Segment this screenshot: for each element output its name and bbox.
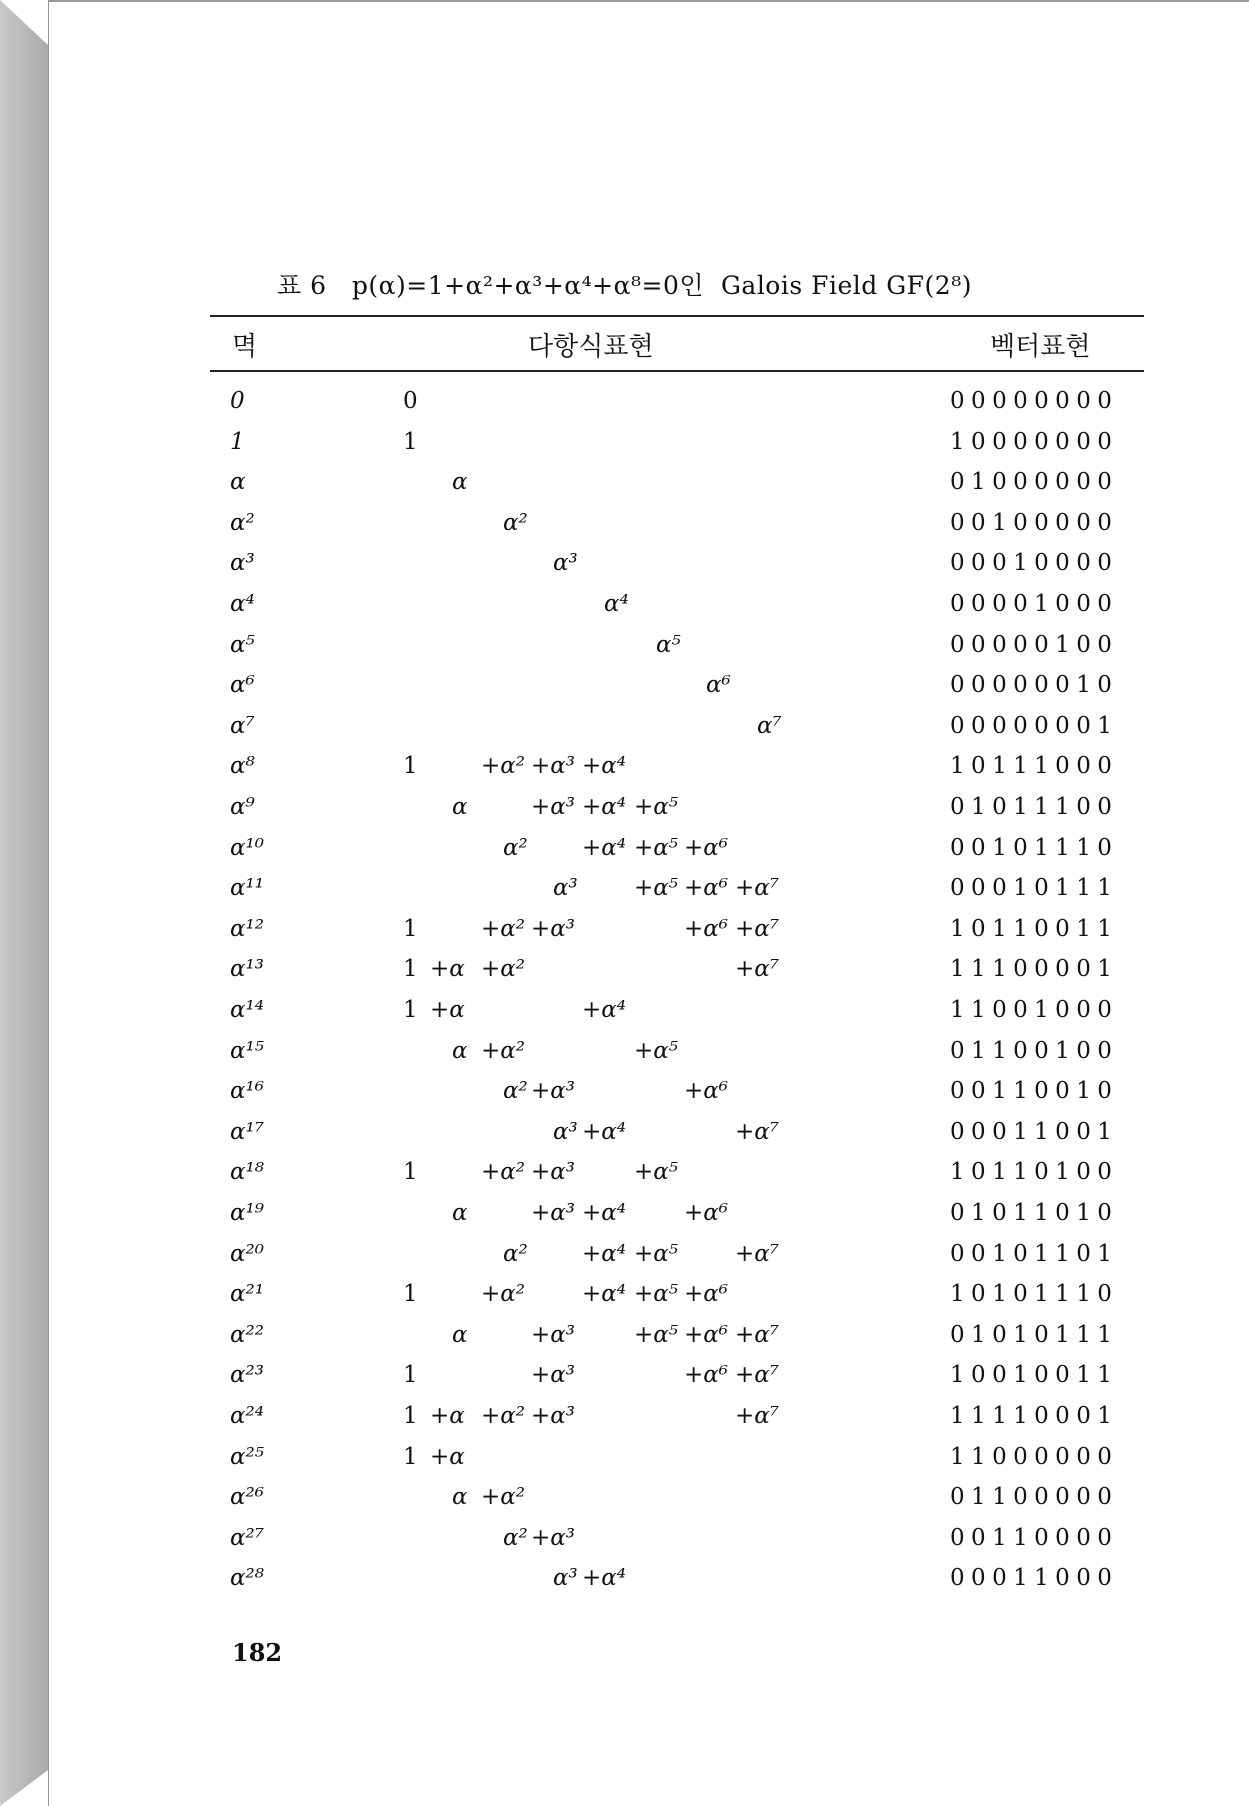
power-cell: α²²	[230, 1321, 264, 1348]
table-top-rule	[210, 315, 1144, 317]
polynomial-term: α⁵	[656, 631, 681, 658]
table-row	[0, 990, 1249, 1030]
table-row	[0, 746, 1249, 786]
power-cell: α¹¹	[230, 875, 264, 902]
polynomial-term: +α⁴	[582, 1240, 627, 1267]
power-cell: α⁷	[230, 712, 255, 739]
polynomial-term: 1	[403, 1159, 418, 1186]
table-row	[0, 1477, 1249, 1517]
vector-cell: 11110001	[950, 1403, 1119, 1429]
vector-cell: 00000010	[950, 672, 1119, 699]
vector-cell: 10111000	[950, 753, 1119, 780]
table-row	[0, 1112, 1249, 1152]
polynomial-term: +α³	[531, 1159, 576, 1186]
table-row	[0, 949, 1249, 989]
polynomial-term: +α	[430, 1403, 465, 1429]
power-cell: α	[230, 469, 246, 496]
polynomial-term: +α³	[531, 1200, 576, 1226]
power-cell: α²⁶	[230, 1484, 264, 1511]
polynomial-term: α²	[503, 509, 528, 536]
polynomial-term: 1	[403, 956, 418, 983]
polynomial-term: +α²	[481, 753, 526, 780]
table-header-rule	[210, 370, 1144, 372]
table-row	[0, 422, 1249, 462]
polynomial-term: +α³	[531, 794, 576, 820]
table-caption	[0, 266, 1249, 302]
vector-cell: 01100000	[950, 1484, 1119, 1511]
polynomial-term: α	[452, 1200, 468, 1226]
power-cell: α⁴	[230, 591, 255, 617]
polynomial-term: α⁷	[757, 712, 782, 739]
table-row	[0, 1193, 1249, 1233]
polynomial-term: 1	[403, 1403, 418, 1429]
vector-cell: 00000000	[950, 388, 1119, 414]
polynomial-term: +α²	[481, 1403, 526, 1429]
polynomial-term: +α⁵	[634, 1159, 679, 1186]
polynomial-term: +α	[430, 956, 465, 983]
polynomial-term: α	[452, 1321, 468, 1348]
polynomial-term: +α⁷	[735, 1321, 780, 1348]
polynomial-term: +α⁷	[735, 1362, 780, 1389]
table-row	[0, 665, 1249, 705]
power-cell: α¹²	[230, 915, 264, 942]
vector-cell: 10000000	[950, 428, 1119, 455]
header-power: 멱	[232, 332, 258, 362]
polynomial-term: +α⁴	[582, 1200, 627, 1226]
table-row	[0, 503, 1249, 543]
polynomial-term: +α³	[531, 1078, 576, 1105]
power-cell: α¹⁵	[230, 1037, 264, 1064]
polynomial-term: +α⁴	[582, 997, 627, 1023]
polynomial-term: α³	[553, 1118, 578, 1145]
polynomial-term: +α⁵	[634, 794, 679, 820]
table-row	[0, 381, 1249, 421]
polynomial-term: α	[452, 794, 468, 820]
polynomial-term: α²	[503, 1078, 528, 1105]
polynomial-term: α³	[553, 1565, 578, 1592]
polynomial-term: +α⁷	[735, 1118, 780, 1145]
table-row	[0, 462, 1249, 502]
vector-cell: 00011000	[950, 1565, 1119, 1592]
polynomial-term: +α⁶	[684, 1281, 729, 1308]
vector-cell: 00010111	[950, 875, 1119, 902]
polynomial-term: +α⁴	[582, 834, 627, 861]
header-vector: 벡터표현	[990, 332, 1091, 362]
vector-cell: 01011100	[950, 794, 1119, 820]
caption-prefix: 표 6	[277, 271, 327, 300]
table-row	[0, 1518, 1249, 1558]
power-cell: α²³	[230, 1362, 264, 1389]
vector-cell: 00110000	[950, 1524, 1119, 1551]
polynomial-term: 1	[403, 753, 418, 780]
polynomial-term: +α³	[531, 1362, 576, 1389]
polynomial-term: +α⁵	[634, 1037, 679, 1064]
power-cell: α¹⁶	[230, 1078, 264, 1105]
table-row	[0, 1315, 1249, 1355]
polynomial-term: +α⁵	[634, 1321, 679, 1348]
vector-cell: 10010011	[950, 1362, 1119, 1389]
power-cell: α¹⁴	[230, 997, 264, 1023]
polynomial-term: +α⁶	[684, 834, 729, 861]
polynomial-term: +α⁵	[634, 834, 679, 861]
vector-cell: 00000001	[950, 712, 1119, 739]
polynomial-term: α⁶	[706, 672, 731, 699]
polynomial-term: +α²	[481, 1281, 526, 1308]
polynomial-term: +α	[430, 997, 465, 1023]
polynomial-term: 1	[403, 1443, 418, 1470]
polynomial-term: α	[452, 1037, 468, 1064]
polynomial-term: α⁴	[604, 591, 629, 617]
polynomial-term: +α²	[481, 956, 526, 983]
power-cell: α¹⁸	[230, 1159, 264, 1186]
polynomial-term: +α⁶	[684, 915, 729, 942]
polynomial-term: +α⁴	[582, 1118, 627, 1145]
vector-cell: 00101101	[950, 1240, 1119, 1267]
polynomial-term: +α⁵	[634, 875, 679, 902]
vector-cell: 11100001	[950, 956, 1119, 983]
caption-suffix: Galois Field GF(2⁸)	[720, 271, 972, 300]
page-number: 182	[232, 1638, 283, 1667]
polynomial-term: +α²	[481, 1037, 526, 1064]
power-cell: α¹⁰	[230, 834, 264, 861]
polynomial-term: α³	[553, 875, 578, 902]
vector-cell: 00100000	[950, 509, 1119, 536]
power-cell: 0	[230, 388, 245, 414]
vector-cell: 00101110	[950, 834, 1119, 861]
polynomial-term: +α⁷	[735, 956, 780, 983]
table-row	[0, 1071, 1249, 1111]
table-row	[0, 1396, 1249, 1436]
table-row	[0, 1558, 1249, 1598]
power-cell: α³	[230, 550, 255, 577]
table-row	[0, 1274, 1249, 1314]
power-cell: α²⁴	[230, 1403, 264, 1429]
polynomial-term: +α⁷	[735, 1240, 780, 1267]
polynomial-term: +α⁷	[735, 875, 780, 902]
vector-cell: 00011001	[950, 1118, 1119, 1145]
power-cell: α²⁰	[230, 1240, 264, 1267]
polynomial-term: +α²	[481, 915, 526, 942]
polynomial-term: +α⁴	[582, 1565, 627, 1592]
polynomial-term: +α⁵	[634, 1281, 679, 1308]
power-cell: α²	[230, 509, 255, 536]
polynomial-term: +α⁵	[634, 1240, 679, 1267]
polynomial-term: +α⁴	[582, 794, 627, 820]
polynomial-term: +α⁶	[684, 1200, 729, 1226]
table-row	[0, 828, 1249, 868]
power-cell: α⁶	[230, 672, 255, 699]
table-row	[0, 1031, 1249, 1071]
vector-cell: 10101110	[950, 1281, 1119, 1308]
polynomial-term: α²	[503, 1240, 528, 1267]
vector-cell: 00010000	[950, 550, 1119, 577]
power-cell: α¹³	[230, 956, 264, 983]
power-cell: α¹⁹	[230, 1200, 264, 1226]
polynomial-term: +α³	[531, 1403, 576, 1429]
polynomial-term: 1	[403, 1362, 418, 1389]
table-row	[0, 625, 1249, 665]
power-cell: α⁵	[230, 631, 255, 658]
polynomial-term: +α⁷	[735, 915, 780, 942]
polynomial-term: +α⁶	[684, 875, 729, 902]
polynomial-term: α³	[553, 550, 578, 577]
vector-cell: 11000000	[950, 1443, 1119, 1470]
page-top-edge	[48, 0, 1249, 2]
caption-formula: p(α)=1+α²+α³+α⁴+α⁸=0인	[351, 271, 705, 300]
polynomial-term: 1	[403, 428, 418, 455]
vector-cell: 00001000	[950, 591, 1119, 617]
header-polynomial: 다항식표현	[528, 332, 654, 362]
table-row	[0, 584, 1249, 624]
polynomial-term: 1	[403, 1281, 418, 1308]
polynomial-term: +α	[430, 1443, 465, 1470]
polynomial-term: +α⁶	[684, 1078, 729, 1105]
table-row	[0, 1234, 1249, 1274]
polynomial-term: +α⁴	[582, 1281, 627, 1308]
polynomial-term: +α²	[481, 1484, 526, 1511]
vector-cell: 00000100	[950, 631, 1119, 658]
table-row	[0, 706, 1249, 746]
table-row	[0, 909, 1249, 949]
power-cell: α²¹	[230, 1281, 264, 1308]
power-cell: α⁸	[230, 753, 255, 780]
polynomial-term: +α⁴	[582, 753, 627, 780]
polynomial-term: α²	[503, 1524, 528, 1551]
polynomial-term: α	[452, 469, 468, 496]
polynomial-term: +α³	[531, 1524, 576, 1551]
vector-cell: 10110011	[950, 915, 1119, 942]
vector-cell: 01010111	[950, 1321, 1119, 1348]
polynomial-term: +α³	[531, 1321, 576, 1348]
power-cell: α²⁸	[230, 1565, 264, 1592]
vector-cell: 01100100	[950, 1037, 1119, 1064]
table-row	[0, 1437, 1249, 1477]
vector-cell: 10110100	[950, 1159, 1119, 1186]
table-row	[0, 1152, 1249, 1192]
polynomial-term: +α⁶	[684, 1321, 729, 1348]
polynomial-term: 1	[403, 997, 418, 1023]
vector-cell: 00110010	[950, 1078, 1119, 1105]
table-row	[0, 543, 1249, 583]
polynomial-term: 1	[403, 915, 418, 942]
polynomial-term: +α³	[531, 753, 576, 780]
power-cell: α⁹	[230, 794, 255, 820]
polynomial-term: α	[452, 1484, 468, 1511]
polynomial-term: +α²	[481, 1159, 526, 1186]
vector-cell: 11001000	[950, 997, 1119, 1023]
power-cell: 1	[230, 428, 245, 455]
power-cell: α²⁷	[230, 1524, 264, 1551]
polynomial-term: +α³	[531, 915, 576, 942]
power-cell: α¹⁷	[230, 1118, 264, 1145]
polynomial-term: α²	[503, 834, 528, 861]
table-row	[0, 868, 1249, 908]
vector-cell: 01000000	[950, 469, 1119, 496]
polynomial-term: 0	[403, 388, 418, 414]
power-cell: α²⁵	[230, 1443, 264, 1470]
polynomial-term: +α⁶	[684, 1362, 729, 1389]
table-row	[0, 787, 1249, 827]
polynomial-term: +α⁷	[735, 1403, 780, 1429]
table-row	[0, 1355, 1249, 1395]
vector-cell: 01011010	[950, 1200, 1119, 1226]
